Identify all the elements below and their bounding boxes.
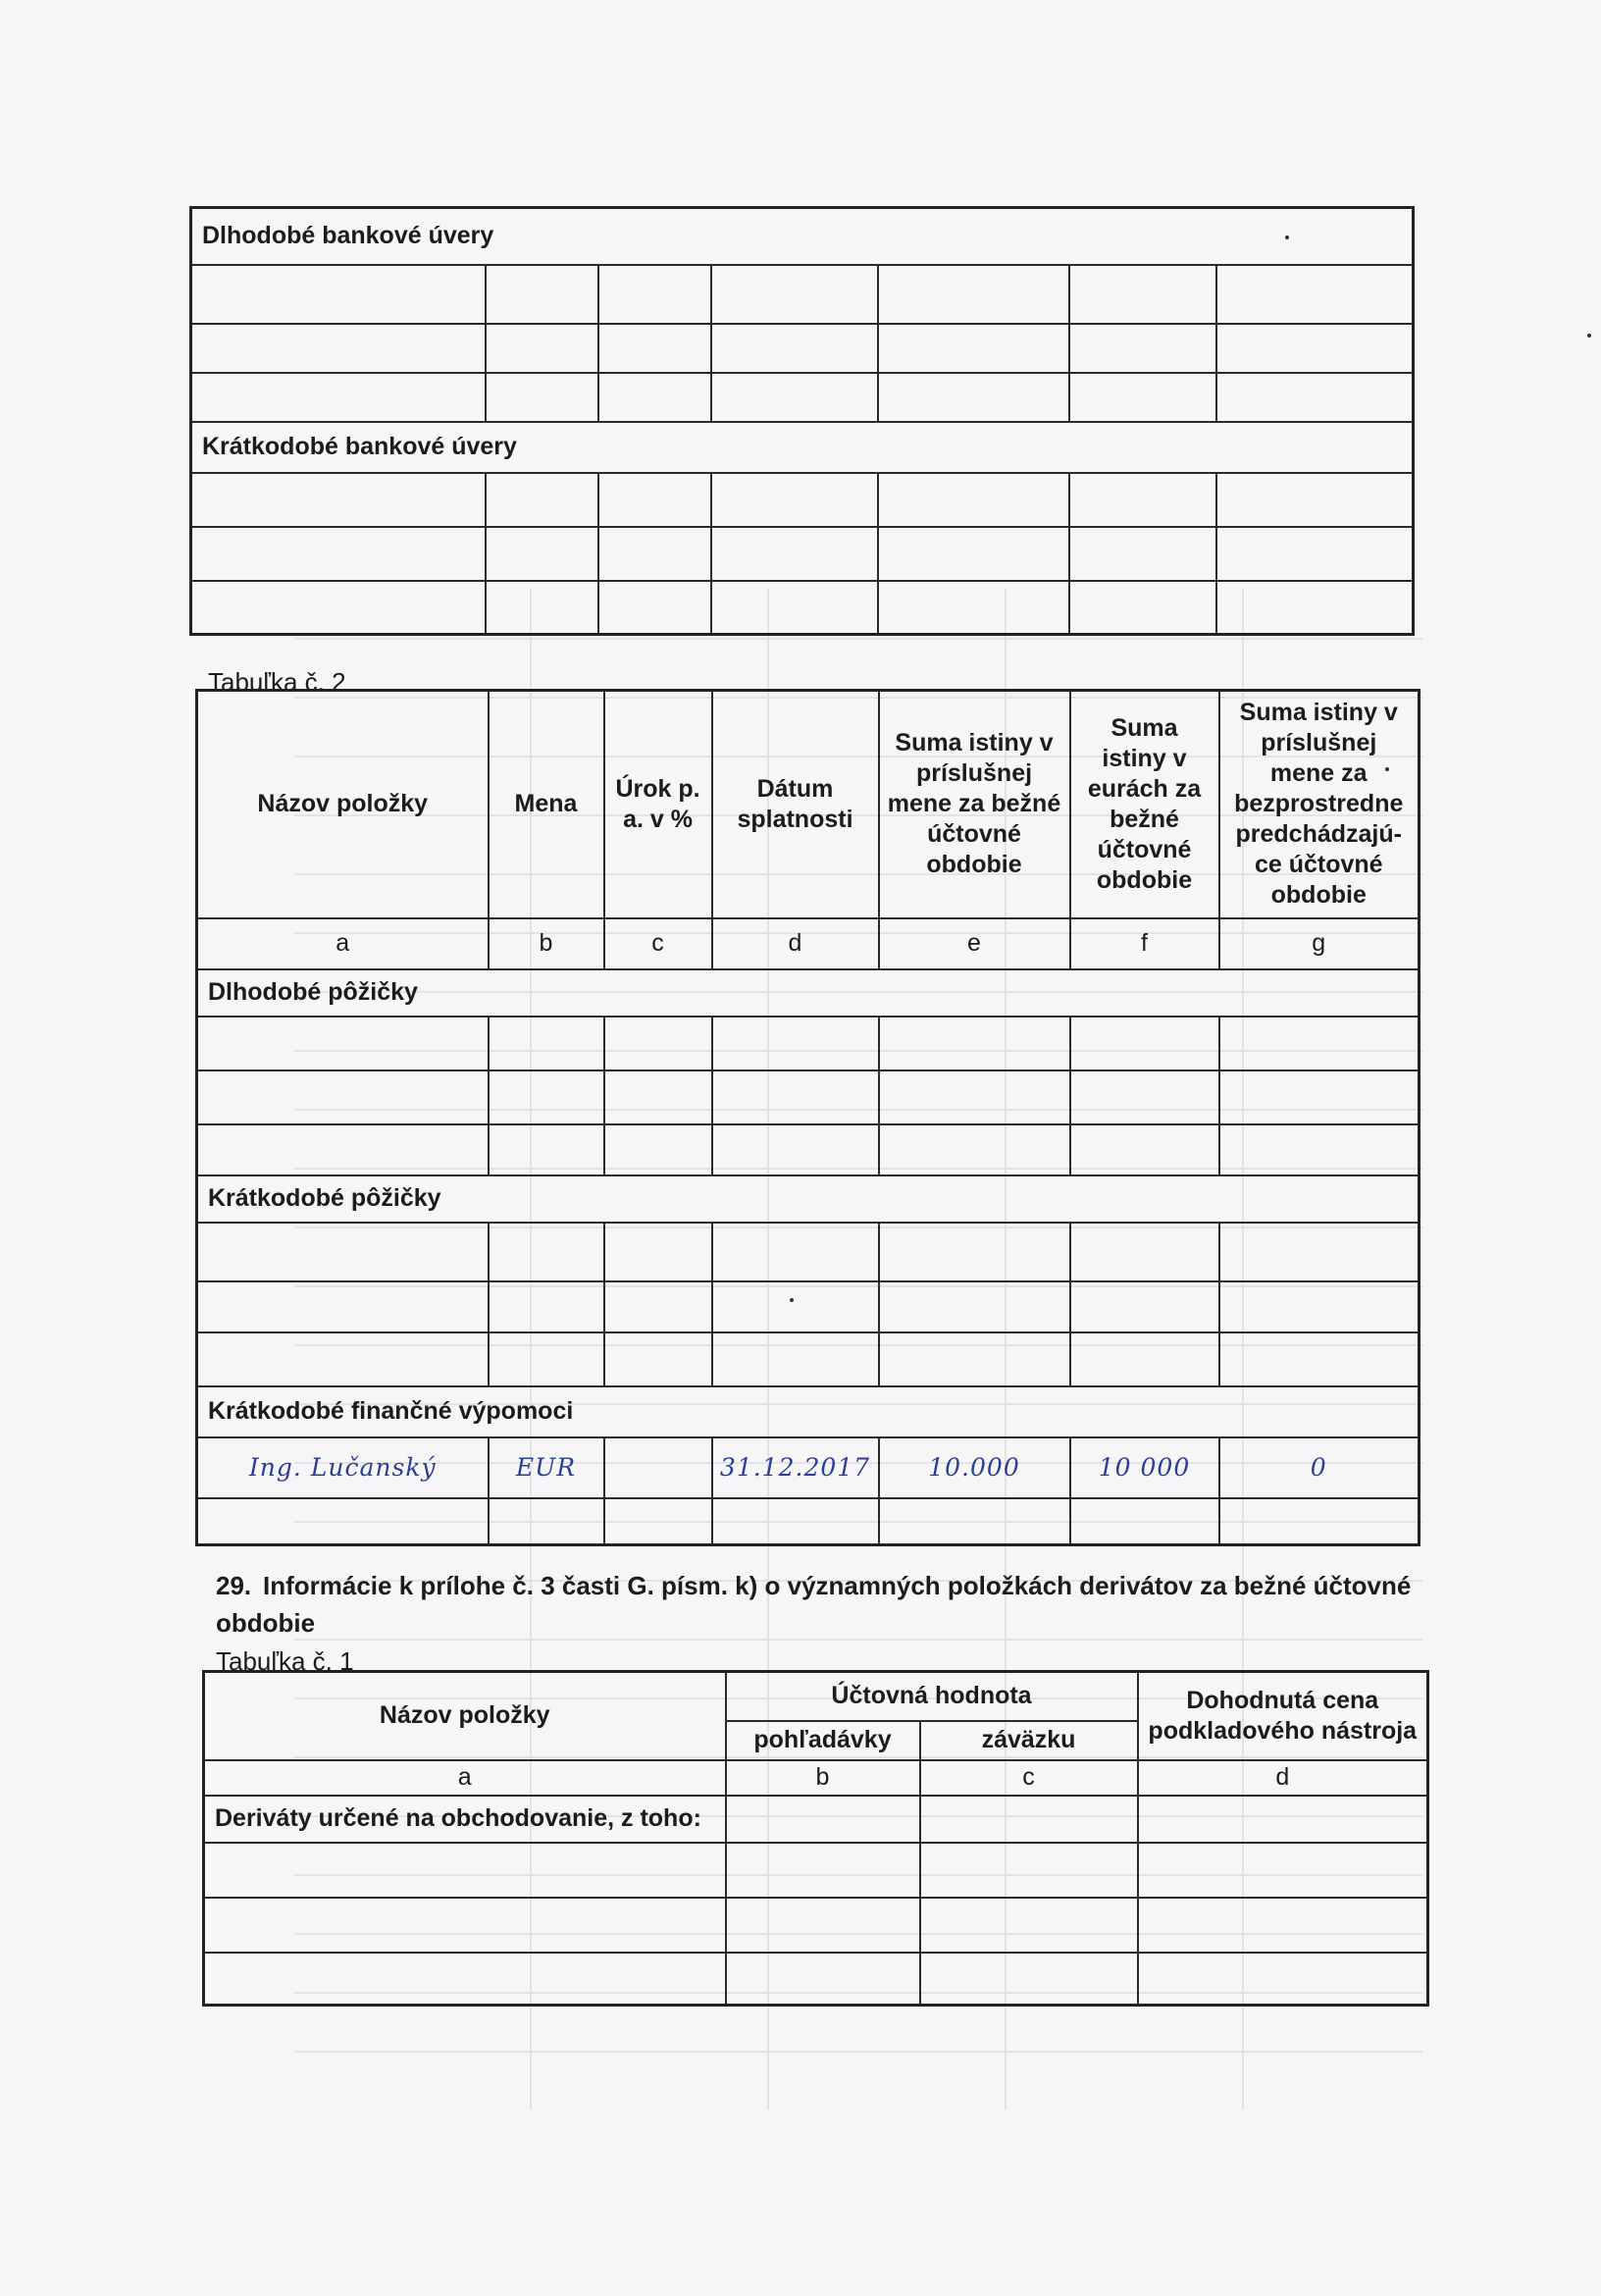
table-cell: [598, 324, 711, 373]
scan-speck: [1385, 767, 1389, 771]
header-item-name: Názov položky: [197, 691, 489, 918]
table-cell: [920, 1953, 1138, 2006]
table-cell: [598, 265, 711, 324]
table-row: [204, 1953, 1428, 2006]
table1-caption: Tabuľka č. 1: [216, 1646, 354, 1676]
table-cell: [489, 1223, 604, 1281]
table-cell: [1216, 581, 1414, 635]
header-item-name: Názov položky: [204, 1672, 726, 1760]
table-cell: [191, 581, 486, 635]
table-row-filled: [197, 1437, 1420, 1498]
table-cell: [204, 1843, 726, 1898]
scan-speck: [1285, 235, 1289, 239]
header-principal-currency-previous: Suma istiny v príslušnej mene za bezprostredne predchádzajú- ce účtovné obdobie: [1219, 691, 1420, 918]
table-cell: [1069, 324, 1216, 373]
table-cell: [486, 324, 598, 373]
letters-row: [197, 918, 1420, 969]
table-cell: [1069, 581, 1216, 635]
table-cell: [1219, 1281, 1420, 1332]
table-cell: [197, 1498, 489, 1545]
table-cell: [726, 1843, 920, 1898]
table-cell: [486, 473, 598, 527]
table-cell: [920, 1796, 1138, 1843]
header-principal-currency-current: Suma istiny v príslušnej mene za bežné účtovné obdobie: [879, 691, 1070, 918]
table-row: [197, 1017, 1420, 1070]
table-cell: [489, 1498, 604, 1545]
table-cell: [486, 373, 598, 422]
table-cell: [1138, 1843, 1428, 1898]
table-cell: [879, 1281, 1070, 1332]
table-cell: [1070, 1017, 1219, 1070]
table-cell: [598, 581, 711, 635]
table-row: [204, 1796, 1428, 1843]
table-cell: [879, 1017, 1070, 1070]
table-row: [191, 265, 1414, 324]
table-cell: [1138, 1898, 1428, 1953]
column-letter: e: [879, 918, 1070, 969]
table-cell: [1216, 265, 1414, 324]
section-long-term-bank-loans: Dlhodobé bankové úvery: [191, 208, 1414, 265]
table-cell: [486, 265, 598, 324]
table-cell: [878, 581, 1069, 635]
table-cell: [604, 1223, 712, 1281]
table-cell: [1216, 527, 1414, 581]
table-cell: [879, 1498, 1070, 1545]
table-cell: [1069, 473, 1216, 527]
table-cell: [711, 324, 878, 373]
table-row: [191, 373, 1414, 422]
table-cell: [712, 1124, 879, 1175]
table-cell: [1219, 1017, 1420, 1070]
table-cell: [486, 581, 598, 635]
table-cell: [489, 1332, 604, 1386]
table-cell: [1070, 1070, 1219, 1124]
table-cell: [712, 1498, 879, 1545]
table-cell: [1070, 1124, 1219, 1175]
column-letter: c: [920, 1760, 1138, 1796]
table-row: [197, 1124, 1420, 1175]
handwritten-interest: [604, 1437, 712, 1498]
table-cell: [711, 373, 878, 422]
table-cell: [191, 473, 486, 527]
table-cell: [1219, 1332, 1420, 1386]
table-row: [197, 1332, 1420, 1386]
table-cell: [1069, 527, 1216, 581]
table-cell: [712, 1223, 879, 1281]
table-cell: [1219, 1124, 1420, 1175]
column-letter: c: [604, 918, 712, 969]
table-cell: [879, 1332, 1070, 1386]
handwritten-principal-eur: 10 000: [1070, 1437, 1219, 1498]
table-cell: [197, 1070, 489, 1124]
table-row: [204, 1843, 1428, 1898]
section-short-term-financial-assistance: Krátkodobé finančné výpomoci: [197, 1386, 1420, 1437]
table-cell: [489, 1017, 604, 1070]
table-row: [197, 1281, 1420, 1332]
table-row: [191, 581, 1414, 635]
table-cell: [1216, 473, 1414, 527]
table-cell: [204, 1953, 726, 2006]
table-cell: [197, 1124, 489, 1175]
table-cell: [197, 1017, 489, 1070]
table-cell: [1216, 373, 1414, 422]
section-title-text: Informácie k prílohe č. 3 časti G. písm. k) o významných položkách derivátov za bežné účtovné obdobie: [216, 1571, 1412, 1638]
table-cell: [726, 1796, 920, 1843]
table-cell: [712, 1070, 879, 1124]
column-letter: b: [489, 918, 604, 969]
table-cell: [191, 373, 486, 422]
table-row: [197, 1223, 1420, 1281]
column-letter: a: [204, 1760, 726, 1796]
table-cell: [878, 373, 1069, 422]
table-cell: [920, 1898, 1138, 1953]
table-cell: [604, 1498, 712, 1545]
scan-speck: [1587, 334, 1591, 338]
table-cell: [197, 1332, 489, 1386]
table-cell: [197, 1281, 489, 1332]
table-cell: [486, 527, 598, 581]
section-29-title: [216, 1567, 1422, 1642]
table-cell: [604, 1124, 712, 1175]
header-maturity-date: Dátum splatnosti: [712, 691, 879, 918]
table-row: [204, 1898, 1428, 1953]
table-cell: [191, 265, 486, 324]
table-cell: [598, 373, 711, 422]
table-cell: [1070, 1332, 1219, 1386]
table-cell: [598, 527, 711, 581]
section-long-term-loans: Dlhodobé pôžičky: [197, 969, 1420, 1017]
table-cell: [879, 1070, 1070, 1124]
section-short-term-bank-loans: Krátkodobé bankové úvery: [191, 422, 1414, 473]
table-cell: [879, 1223, 1070, 1281]
table-cell: [726, 1953, 920, 2006]
table-cell: [197, 1223, 489, 1281]
header-receivables: pohľadávky: [726, 1721, 920, 1760]
table-cell: [712, 1281, 879, 1332]
table-cell: [1216, 324, 1414, 373]
table-cell: [711, 581, 878, 635]
loans-table: [195, 689, 1420, 1546]
handwritten-item-name: Ing. Lučanský: [197, 1437, 489, 1498]
table-cell: [489, 1281, 604, 1332]
table-cell: [878, 527, 1069, 581]
column-letter: b: [726, 1760, 920, 1796]
column-letter: g: [1219, 918, 1420, 969]
header-accounting-value: Účtovná hodnota: [726, 1672, 1138, 1721]
handwritten-principal-previous: 0: [1219, 1437, 1420, 1498]
table-cell: [191, 324, 486, 373]
table-cell: [1070, 1223, 1219, 1281]
section-number: 29.: [216, 1571, 252, 1600]
table-cell: [489, 1070, 604, 1124]
table2-caption: Tabuľka č. 2: [208, 667, 346, 697]
table-cell: [879, 1124, 1070, 1175]
table-row: [197, 1070, 1420, 1124]
table-cell: [1219, 1070, 1420, 1124]
table-cell: [920, 1843, 1138, 1898]
table-cell: [878, 265, 1069, 324]
column-letter: d: [712, 918, 879, 969]
table-cell: [191, 527, 486, 581]
table-cell: [204, 1898, 726, 1953]
table-row: [191, 324, 1414, 373]
table-cell: [878, 324, 1069, 373]
table-cell: [1219, 1223, 1420, 1281]
handwritten-maturity-date: 31.12.2017: [712, 1437, 879, 1498]
table-cell: [1138, 1953, 1428, 2006]
scan-speck: [790, 1298, 794, 1302]
header-principal-eur-current: Suma istiny v eurách za bežné účtovné obdobie: [1070, 691, 1219, 918]
letters-row: [204, 1760, 1428, 1796]
table-cell: [598, 473, 711, 527]
table-cell: [1138, 1796, 1428, 1843]
table-row: [191, 473, 1414, 527]
header-currency: Mena: [489, 691, 604, 918]
table-cell: [712, 1332, 879, 1386]
table-row: [197, 1498, 1420, 1545]
table-cell: [711, 527, 878, 581]
column-letter: a: [197, 918, 489, 969]
table-cell: [604, 1070, 712, 1124]
column-letter: f: [1070, 918, 1219, 969]
table-cell: [489, 1124, 604, 1175]
table-cell: [604, 1017, 712, 1070]
table-cell: [711, 473, 878, 527]
bank-loans-table: [189, 206, 1415, 636]
column-letter: d: [1138, 1760, 1428, 1796]
table-cell: [1219, 1498, 1420, 1545]
table-cell: [726, 1898, 920, 1953]
row-trading-derivatives: Deriváty určené na obchodovanie, z toho:: [204, 1796, 726, 1843]
table-cell: [878, 473, 1069, 527]
header-liabilities: záväzku: [920, 1721, 1138, 1760]
table-cell: [1070, 1498, 1219, 1545]
table-cell: [604, 1332, 712, 1386]
table-cell: [712, 1017, 879, 1070]
table-cell: [1070, 1281, 1219, 1332]
header-interest: Úrok p. a. v %: [604, 691, 712, 918]
table-cell: [711, 265, 878, 324]
table-cell: [1069, 265, 1216, 324]
derivatives-table: [202, 1670, 1429, 2007]
table-cell: [604, 1281, 712, 1332]
section-short-term-loans: Krátkodobé pôžičky: [197, 1175, 1420, 1223]
table-row: [191, 527, 1414, 581]
handwritten-principal-currency: 10.000: [879, 1437, 1070, 1498]
table-cell: [1069, 373, 1216, 422]
header-agreed-price: Dohodnutá cena podkladového nástroja: [1138, 1672, 1428, 1760]
handwritten-currency: EUR: [489, 1437, 604, 1498]
